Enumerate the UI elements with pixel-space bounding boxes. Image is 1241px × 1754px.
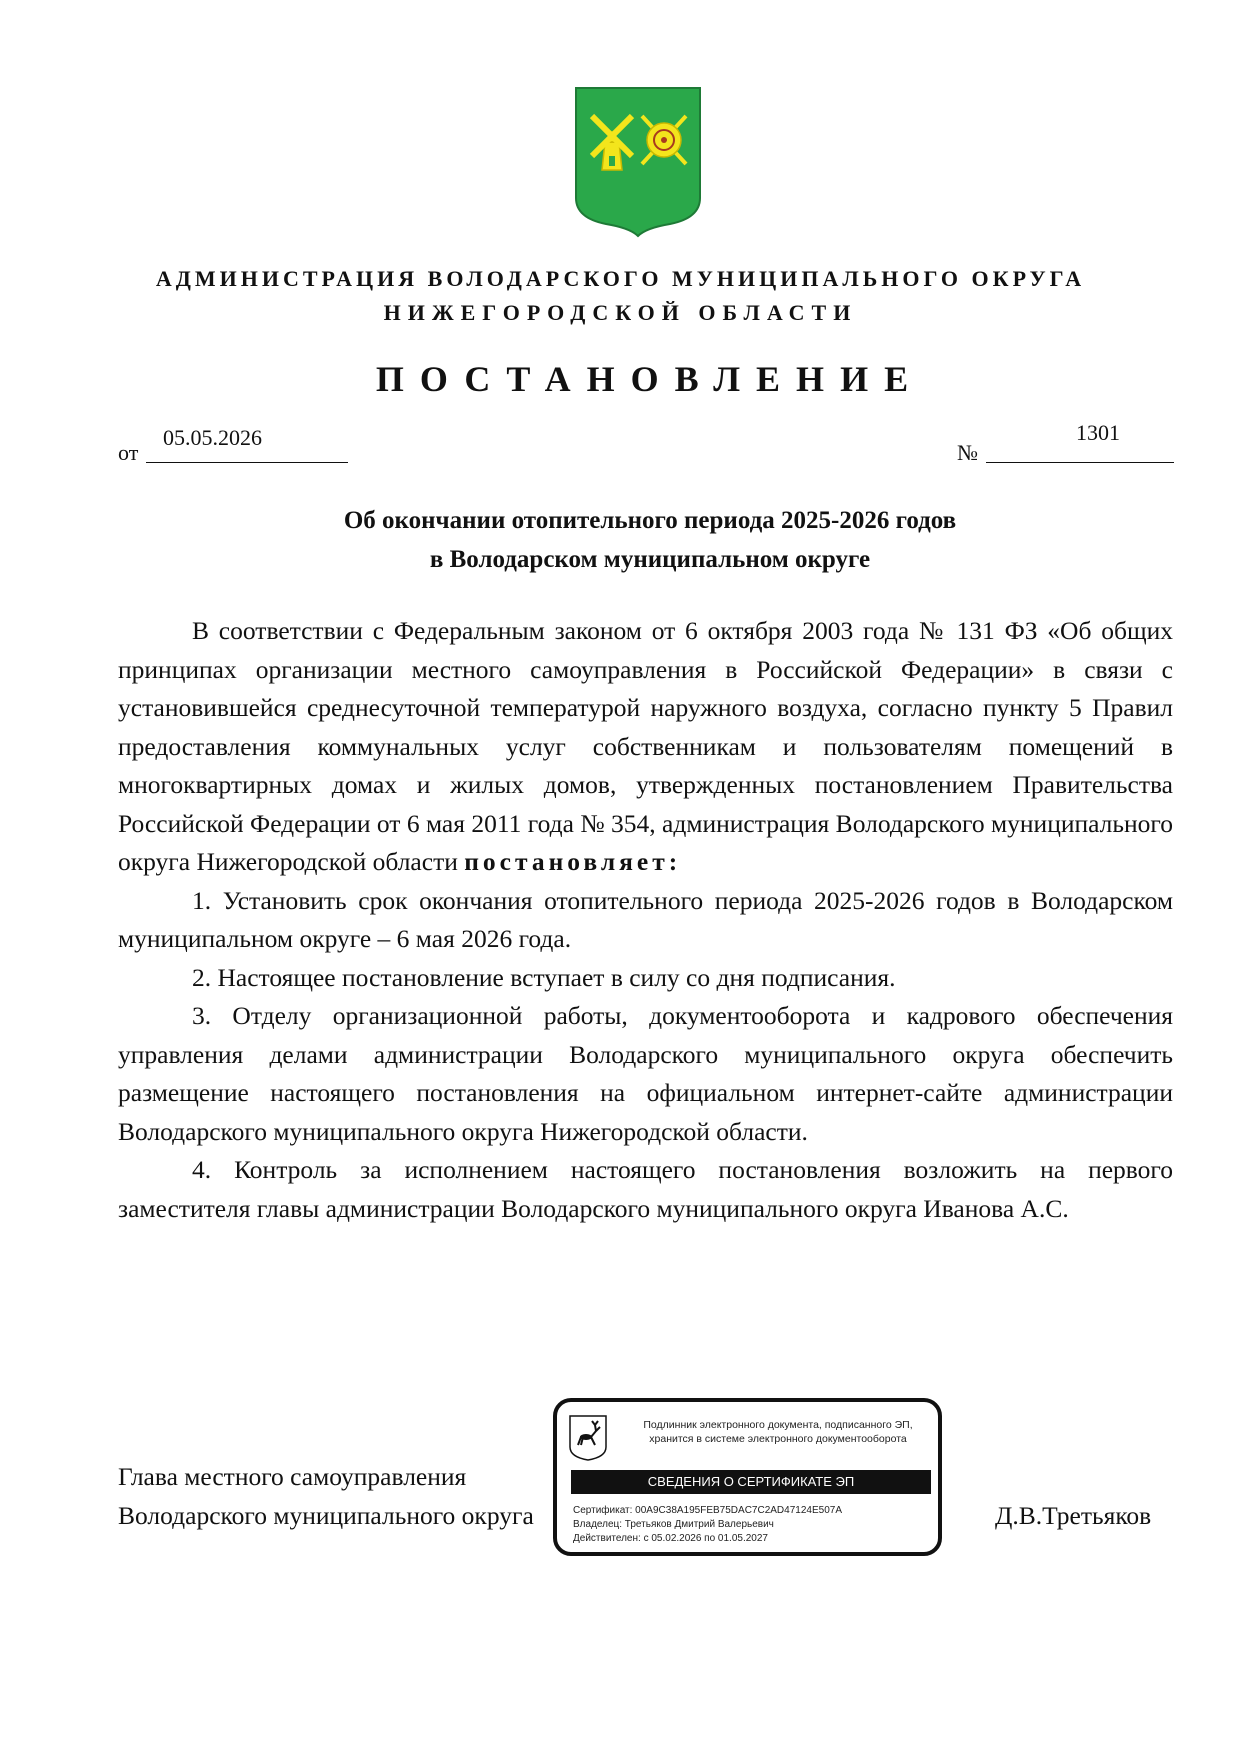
organization-region: НИЖЕГОРОДСКОЙ ОБЛАСТИ (383, 300, 858, 325)
item-3: 3. Отделу организационной работы, документооборота и кадрового обеспечения управления делами администрации Володарского муниципального округа обеспечить размещение настоящего постановления на официальном интернет-сайте администрации Володарского муниципального округа Нижегородской области. (118, 1001, 1173, 1146)
position-line-1: Глава местного самоуправления (118, 1462, 467, 1491)
document-title (0, 501, 1241, 579)
title-line-2: в Володарском муниципальном округе (429, 546, 871, 573)
item-2: 2. Настоящее постановление вступает в силу со дня подписания. (192, 962, 896, 992)
date-underline (146, 462, 348, 463)
certificate-header: СВЕДЕНИЯ О СЕРТИФИКАТЕ ЭП (571, 1470, 931, 1494)
signatory-position (118, 1458, 534, 1535)
title-line-1: Об окончании отопительного периода 2025-2026 годов (343, 507, 957, 534)
decree-word: постановляет: (464, 847, 682, 876)
date-label: от (118, 440, 139, 465)
document-body (118, 612, 1173, 1228)
preamble-text: В соответствии с Федеральным законом от 6 октября 2003 года № 131 ФЗ «Об общих принципах организации местного самоуправления в Российской Федерации» в связи с установившейся среднесуточной температурой наружного воздуха, согласно пункту 5 Правил предоставления коммунальных услуг собственникам и пользователям помещений в многоквартирных домах и жилых домов, утвержденных постановлением Правительства Российской Федерации от 6 мая 2011 года № 354, администрация Володарского муниципального округа Нижегородской области (118, 616, 1173, 876)
preamble-paragraph (118, 612, 1173, 882)
number-underline (986, 462, 1174, 463)
shield-spears-icon (642, 116, 686, 164)
number-label: № (957, 440, 978, 465)
stamp-note (619, 1418, 937, 1446)
certificate-number: Сертификат: 00A9C38A195FEB75DAC7C2AD47124E507A (573, 1505, 842, 1516)
item-1: 1. Установить срок окончания отопительного периода 2025-2026 годов в Володарском муниципальном округе – 6 мая 2026 года. (118, 885, 1173, 953)
electronic-signature-stamp (553, 1398, 942, 1556)
deer-emblem-icon (569, 1415, 607, 1461)
position-line-2: Володарского муниципального округа (118, 1500, 534, 1530)
stamp-note-line-1: Подлинник электронного документа, подписанного ЭП, (643, 1419, 913, 1431)
stamp-note-line-2: хранится в системе электронного документооборота (649, 1433, 907, 1445)
certificate-owner: Владелец: Третьяков Дмитрий Валерьевич (573, 1519, 774, 1530)
coat-of-arms-emblem (574, 86, 702, 238)
document-type: ПОСТАНОВЛЕНИЕ (375, 359, 925, 399)
number-value: 1301 (1076, 420, 1120, 445)
signatory-name: Д.В.Третьяков (995, 1501, 1152, 1530)
item-4: 4. Контроль за исполнением настоящего постановления возложить на первого заместителя главы администрации Володарского муниципального округа Иванова А.С. (118, 1155, 1173, 1223)
certificate-validity: Действителен: с 05.02.2026 по 01.05.2027 (573, 1533, 768, 1544)
organization-name: АДМИНИСТРАЦИЯ ВОЛОДАРСКОГО МУНИЦИПАЛЬНОГО ОКРУГА (155, 266, 1086, 291)
date-value: 05.05.2026 (163, 425, 262, 450)
